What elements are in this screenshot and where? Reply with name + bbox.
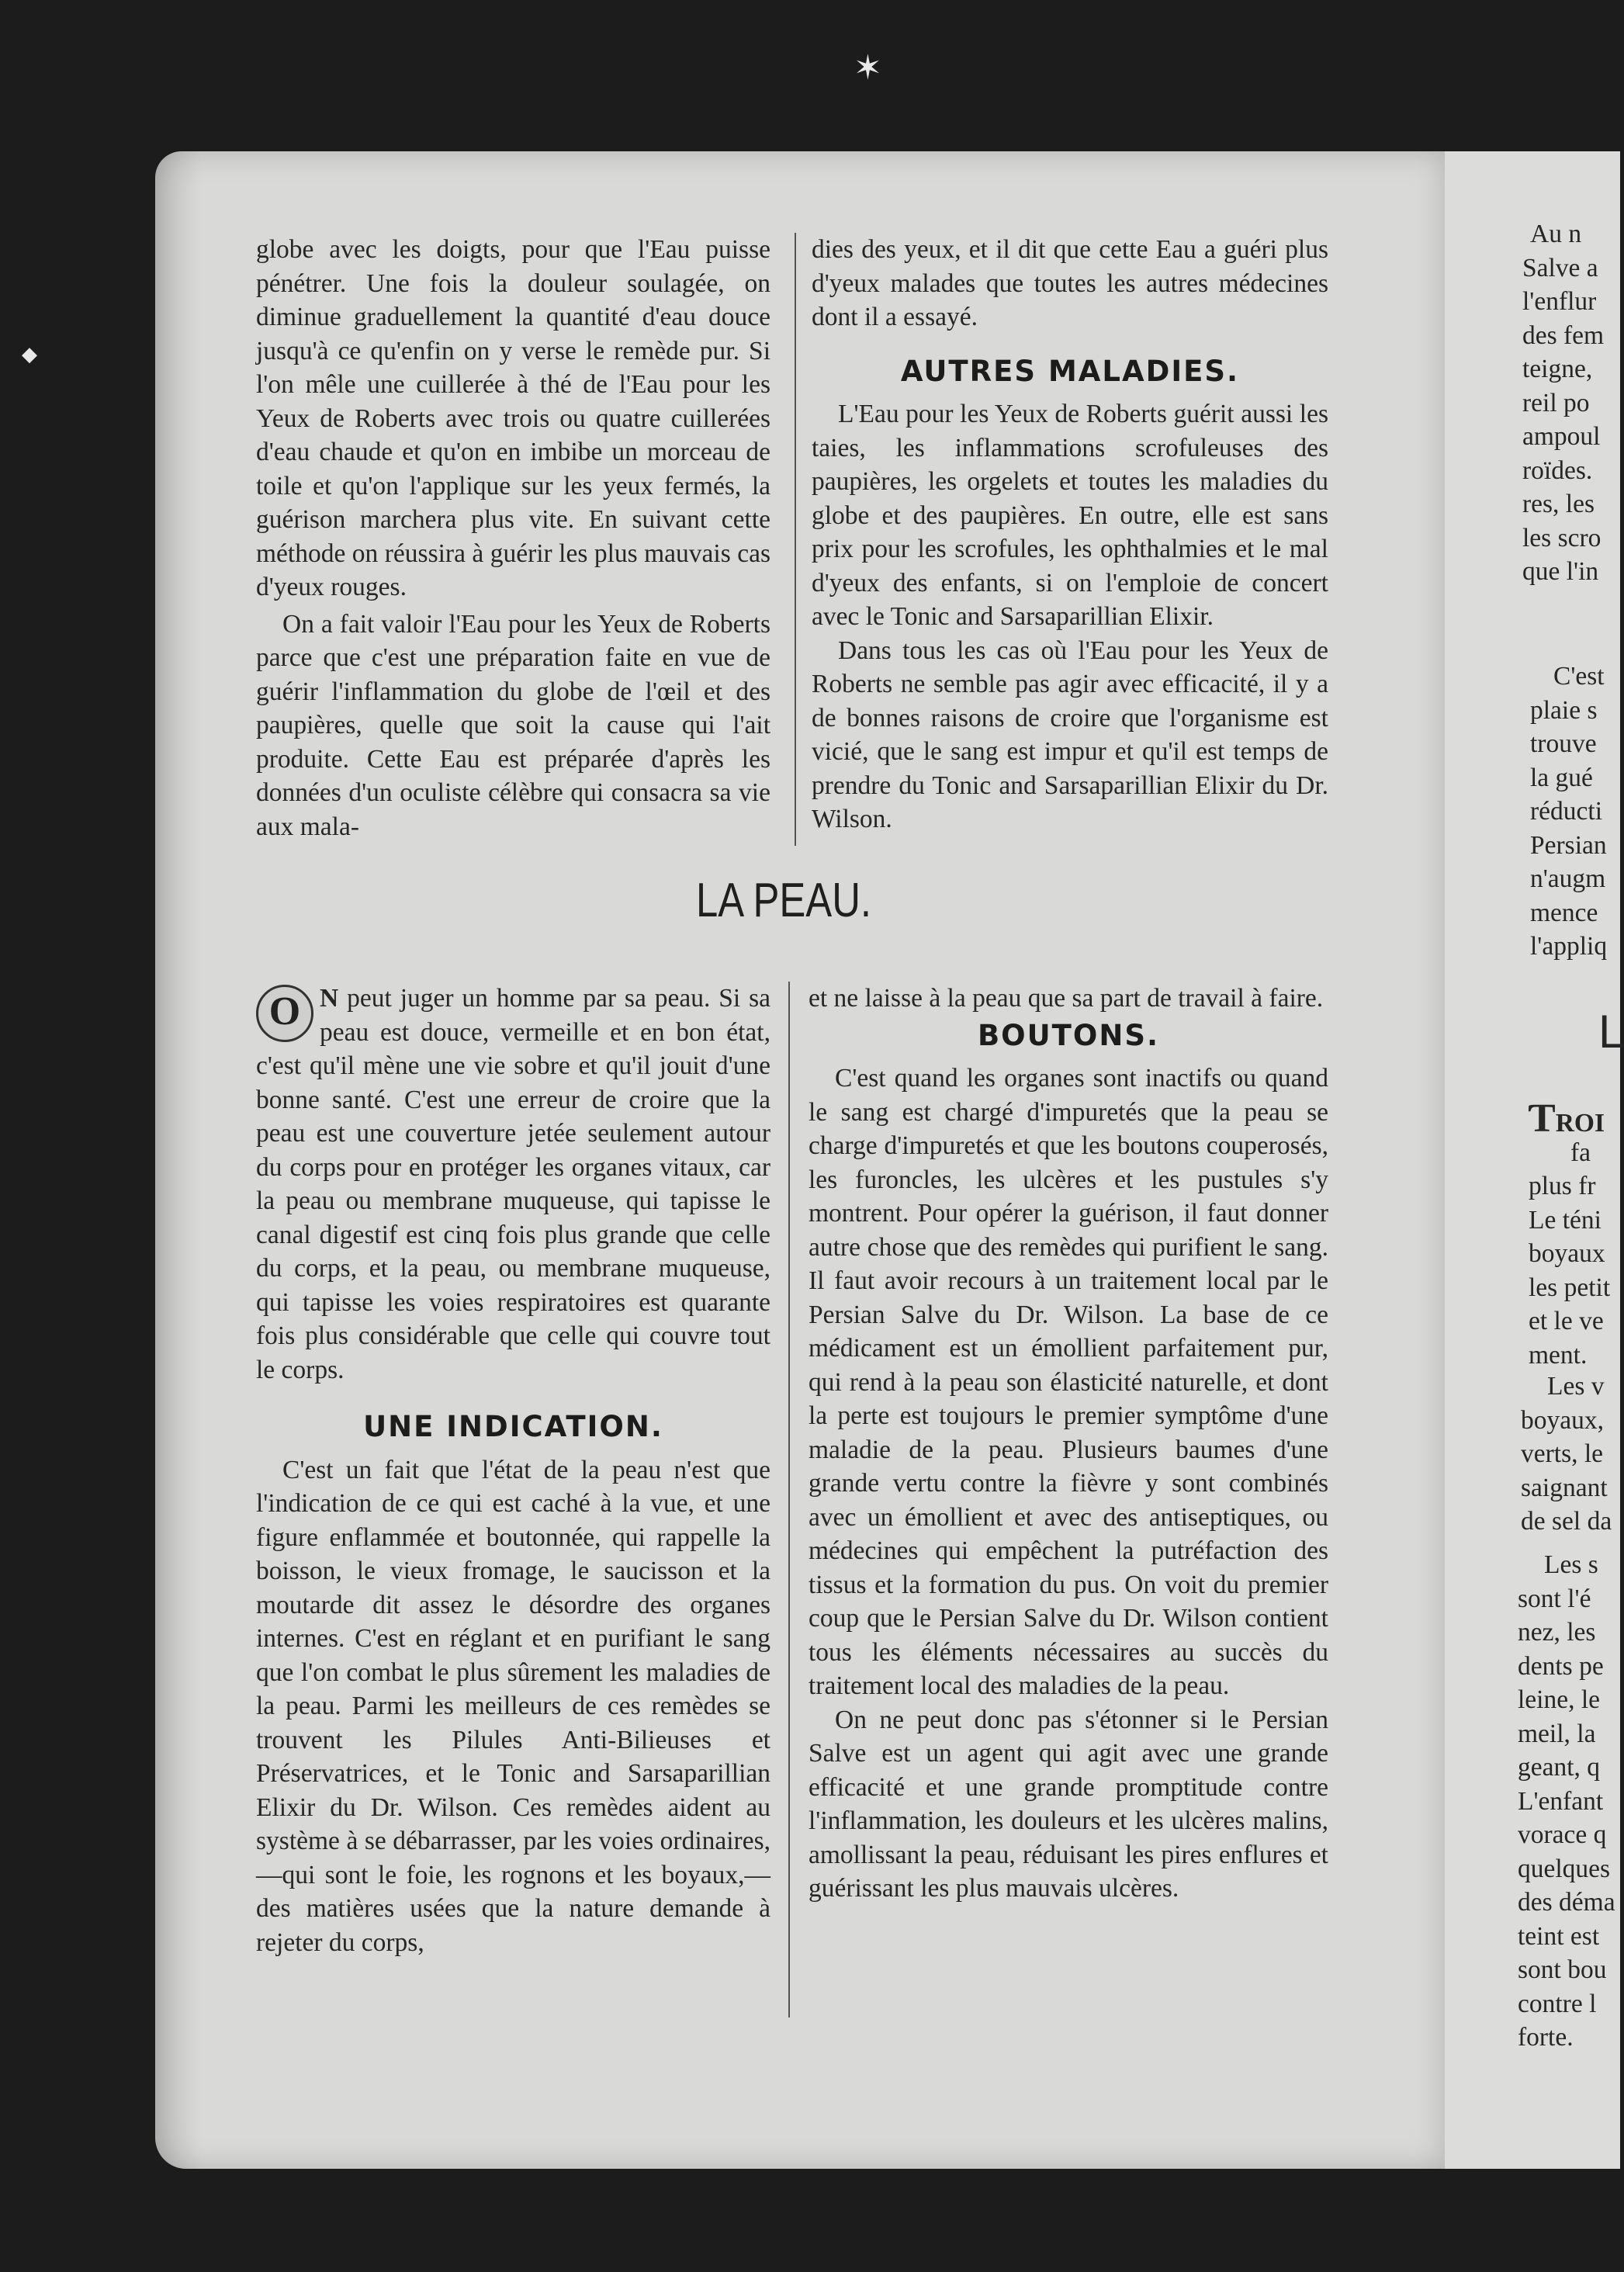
right-line: mence — [1530, 898, 1598, 927]
col-b-para-1: L'Eau pour les Yeux de Roberts guérit aussi les taies, les inflammations scrofuleuses des paupières, les orgelets et toutes les maladies du globe et des paupières. En outre, elle est sans prix pour les scrofules, les ophthalmies et le mal d'yeux des enfants, si on l'emploie de concert avec le Tonic and Sarsaparillian Elixir. — [812, 400, 1328, 631]
right-line: teint est — [1518, 1921, 1600, 1951]
right-line: res, les — [1522, 490, 1595, 518]
col-c-para: C'est un fait que l'état de la peau n'est que l'indication de ce qui est caché à la vue, et une figure enflammée et boutonnée, qui rappelle la boisson, le vieux fromage, le saucisson et la moutarde dit assez le désordre des organes internes. C'est en réglant et en purifiant le sang que l'on combat le plus sûrement les maladies de la peau. Parmi les meilleurs de ces remèdes se trouvent les Pilules Anti-Bilieuses et Préservatrices, et le Tonic and Sarsaparillian Elixir du Dr. Wilson. Ces remèdes aident au système à se débarrasser, par les voies ordinaires,—qui sont le foie, les rognons et les boyaux,—des matières usées que la nature demande à rejeter du corps, — [256, 1455, 770, 1957]
film-speck-mark: ✶ — [854, 48, 882, 88]
section-title: LA PEAU. — [695, 874, 872, 927]
col-a-para-2: On a fait valoir l'Eau pour les Yeux de Roberts parce que c'est une préparation faite en vue de guérir l'inflammation du globe de l'œil et des paupières, quelle que soit la cause qui l'ait produite. Cette Eau est préparée d'après les données d'un oculiste célèbre qui consacra sa vie aux mala- — [256, 609, 770, 841]
right-line: fa — [1570, 1138, 1591, 1167]
right-line: geant, q — [1518, 1753, 1601, 1782]
column-b — [812, 233, 1328, 836]
right-line: C'est — [1553, 662, 1605, 691]
right-line: et le ve — [1529, 1307, 1604, 1335]
right-line: meil, la — [1518, 1719, 1596, 1748]
right-line: des fem — [1522, 320, 1605, 350]
film-speck-mark-left: ◆ — [22, 343, 37, 366]
right-page-mid-lines — [1530, 660, 1607, 964]
right-line: ampoul — [1522, 422, 1601, 451]
col-d-para-2: On ne peut donc pas s'étonner si le Persian Salve est un agent qui agit avec une grande efficacité et une grande promptitude contre l'inflammation, les douleurs et les ulcères malins, amollissant la peau, réduisant les pires enflures et guérissant les plus mauvais ulcères. — [809, 1705, 1328, 1903]
heading-boutons: BOUTONS. — [977, 1018, 1160, 1052]
right-line: Les v — [1547, 1372, 1605, 1401]
column-d — [809, 982, 1328, 1906]
drop-cap-ornament: O — [256, 985, 313, 1042]
right-line: les scro — [1522, 523, 1601, 552]
right-line: n'augm — [1530, 864, 1606, 893]
right-line: teigne, — [1522, 355, 1593, 383]
right-line: dents pe — [1518, 1651, 1604, 1681]
right-page-top-lines — [1522, 217, 1605, 589]
right-line: roïdes. — [1522, 455, 1593, 485]
col-d-para-1: C'est quand les organes sont inactifs ou quand le sang est chargé d'impuretés que la peau se charge d'impuretés et que les boutons couperosés, les furoncles, les ulcères et les pustules s'y montrent. Pour opérer la guérison, il faut donner autre chose que des remèdes qui purifient le sang. Il faut avoir recours à un traitement local par le Persian Salve du Dr. Wilson. La base de ce médicament est un émollient parfaitement pur, qui rend à la peau son élasticité naturelle, et dont la perte est toujours le premier symptôme d'une maladie de la peau. Plusieurs baumes d'une grande vertu contre la fièvre y sont combinés avec un émollient et avec des antiseptiques, ou médecines qui empêchent la putréfaction des tissus et la formation du pus. On voit du premier coup que le Persian Salve du Dr. Wilson contient tous les éléments nécessaires au succès du traitement local des maladies de la peau. — [809, 1064, 1328, 1700]
right-line: leine, le — [1518, 1685, 1601, 1714]
right-line: que l'in — [1522, 557, 1599, 586]
right-line: plaie s — [1530, 695, 1598, 725]
right-line: contre l — [1518, 1989, 1597, 2018]
right-page-heading-fragment: L — [1598, 1006, 1624, 1058]
col-d-intro: et ne laisse à la peau que sa part de travail à faire. — [809, 984, 1324, 1013]
right-line: Salve a — [1522, 253, 1598, 282]
right-line: saignant — [1521, 1473, 1608, 1502]
right-line: trouve — [1530, 729, 1597, 758]
right-line: reil po — [1522, 388, 1590, 417]
right-line: Le téni — [1529, 1205, 1601, 1235]
right-line: l'appliq — [1530, 932, 1608, 961]
right-line-text: ROI — [1555, 1109, 1605, 1138]
right-line: L'enfant — [1518, 1786, 1604, 1816]
right-line: sont bou — [1518, 1955, 1607, 1984]
col-c-intro-para — [256, 982, 770, 1387]
right-line: les petit — [1529, 1273, 1611, 1302]
right-line: de sel da — [1521, 1507, 1612, 1536]
right-page-low-lines — [1521, 1096, 1611, 1372]
right-line: sont l'é — [1518, 1584, 1591, 1613]
right-line: vorace q — [1518, 1820, 1607, 1849]
column-a — [256, 233, 770, 843]
right-page-low-lines-3 — [1518, 1548, 1615, 2055]
right-page-low-lines-2 — [1521, 1370, 1612, 1539]
right-line: ƬROI — [1529, 1096, 1605, 1141]
right-line: Au n — [1530, 220, 1582, 248]
col-a-para-1: globe avec les doigts, pour que l'Eau puisse pénétrer. Une fois la douleur soulagée, on diminue graduellement la quantité d'eau douce jusqu'à ce qu'enfin on y verse le remède pur. Si l'on mêle une cuillerée à thé de l'Eau pour les Yeux de Roberts avec trois ou quatre cuillerées d'eau chaude et qu'on en imbibe un morceau de toile et qu'on l'applique sur les yeux fermés, la guérison marchera plus vite. En suivant cette méthode on réussira à guérir les plus mauvais cas d'yeux rouges. — [256, 235, 770, 601]
column-rule-top — [795, 233, 796, 846]
heading-une-indication: UNE INDICATION. — [363, 1410, 663, 1443]
right-line: des déma — [1518, 1888, 1615, 1917]
right-line: nez, les — [1518, 1618, 1596, 1647]
column-rule-bottom — [788, 982, 790, 2017]
column-c — [256, 982, 770, 1959]
right-line: réducti — [1530, 797, 1603, 826]
right-line: la gué — [1530, 763, 1593, 792]
right-line: quelques — [1518, 1854, 1611, 1883]
col-c-intro-text: peut juger un homme par sa peau. Si sa peau est douce, vermeille et en bon état, c'est qu'il mène une vie sobre et qu'il jouit d'une bonne santé. C'est une erreur de croire que la peau est une couverture jetée seulement autour du corps pour en protéger les organes vitaux, car la peau ou membrane muqueuse, qui tapisse le canal digestif est cinq fois plus grande que celle du corps, et la peau, ou membrane muqueuse, qui tapisse les voies respiratoires est quarante fois plus considérable que celle qui couvre tout le corps. — [256, 984, 770, 1384]
right-line: forte. — [1518, 2023, 1574, 2052]
col-b-para-2: Dans tous les cas où l'Eau pour les Yeux de Roberts ne semble pas agir avec efficacité, il y a de bonnes raisons de croire que l'organisme est vicié, que le sang est impur et qu'il est temps de prendre du Tonic and Sarsaparillian Elixir du Dr. Wilson. — [812, 636, 1328, 833]
right-line: plus fr — [1529, 1172, 1596, 1200]
col-b-intro: dies des yeux, et il dit que cette Eau a guéri plus d'yeux malades que toutes les autres médecines dont il a essayé. — [812, 235, 1328, 331]
right-line: boyaux, — [1521, 1405, 1604, 1435]
right-line: boyaux — [1529, 1239, 1605, 1268]
right-line: l'enflur — [1522, 287, 1597, 316]
right-line: verts, le — [1521, 1439, 1604, 1468]
right-line: Les s — [1544, 1550, 1598, 1579]
col-c-first-letter: N — [320, 984, 339, 1013]
right-line: ment. — [1529, 1340, 1588, 1370]
right-line: Persian — [1530, 830, 1607, 860]
heading-autres-maladies: AUTRES MALADIES. — [900, 354, 1240, 388]
